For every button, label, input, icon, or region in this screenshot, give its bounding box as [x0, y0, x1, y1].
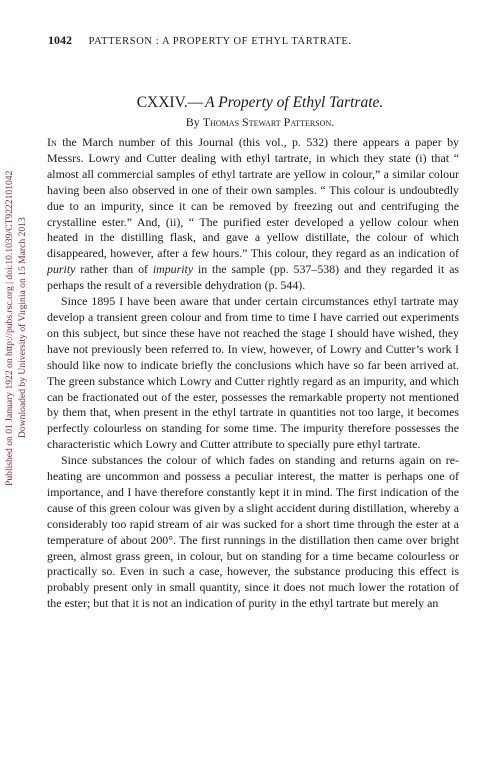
download-watermark	[4, 118, 34, 538]
author-name: Thomas Stewart Patterson.	[202, 115, 335, 129]
paragraph-2: Since 1895 I have been aware that under certain circumstances ethyl tartrate may develop a transient green colour and from time to time I have carried out experiments on this subject, but since these have not reached the stage I should have wished, they have not previously been referred to. In view, however, of Lowry and Cutter’s work I should like now to indicate briefly the conclusions which have so far been arrived at. The green substance which Lowry and Cutter rightly regard as an impurity, and which can be fractionated out of the ester, possesses the remarkable property not mentioned by them that, when present in the ethyl tartrate in quantities not too large, it becomes perfectly colourless on standing for some time. The impurity therefore possesses the characteristic which Lowry and Cutter attribute to specially pure ethyl tartrate.	[47, 294, 459, 452]
byline-prefix: By	[185, 115, 203, 129]
running-title: PATTERSON : A PROPERTY OF ETHYL TARTRATE.	[88, 36, 352, 47]
page-number: 1042	[48, 33, 72, 47]
emphasis-purity: purity	[47, 262, 76, 277]
paragraph-lead: In	[47, 135, 57, 149]
paragraph-1-text-c: in the sample (pp. 537–538) and they regarded it as perhaps the result of a reversible dehydration (p. 544).	[47, 262, 459, 293]
running-header	[48, 33, 448, 48]
paragraph-3: Since substances the colour of which fades on standing and returns again on re-heating are uncommon and possess a peculiar interest, the matter is perhaps one of importance, and I have therefore constantly kept it in mind. The first indication of the cause of this green colour was given by a slight accident during distillation, whereby a considerably too rapid stream of air was sucked for a short time through the ester at a temperature of about 200°. The first runnings in the distillation then came over bright green, almost grass green, in colour, but on standing for a time became colourless or practically so. Even in such a case, however, the substance producing this effect is probably present only in small quantity, since it does not much lower the rotation of the ester; but that it is not an indication of purity in the ethyl tartrate but merely an	[47, 453, 459, 611]
article-title	[40, 94, 480, 112]
publication-note[interactable]: Published on 01 January 1922 on http://pubs.rsc.org | doi:10.1039/CT9222101042	[4, 170, 15, 486]
paragraph-1-text-a: the March number of this Journal (this vol., p. 532) there appears a paper by Messrs. Lowry and Cutter dealing with ethyl tartrate, in which they state (i) that “ almost all commercial samples of ethyl tartrate are yellow in colour,” a similar colour having been also observed in one of their own samples. “ This colour is undoubtedly due to an impurity, since it can be removed by freezing out and centrifuging the crystalline ester.” And, (ii), “ The purified ester developed a yellow colour when heated in the distilling flask, and gave a yellow distillate, the colour of which disappeared, however, after a few hours.” This colour, they regard as an indication of	[47, 135, 459, 261]
article-body	[47, 135, 459, 612]
download-note: Downloaded by University of Virginia on 15 March 2013	[17, 217, 28, 439]
article-title-text: A Property of Ethyl Tartrate.	[205, 94, 384, 111]
emphasis-impurity: impurity	[152, 262, 194, 277]
article-number: CXXIV.—	[136, 94, 204, 111]
byline	[40, 115, 480, 130]
paragraph-1	[47, 135, 459, 294]
paragraph-1-text-b: rather than of	[75, 262, 153, 277]
